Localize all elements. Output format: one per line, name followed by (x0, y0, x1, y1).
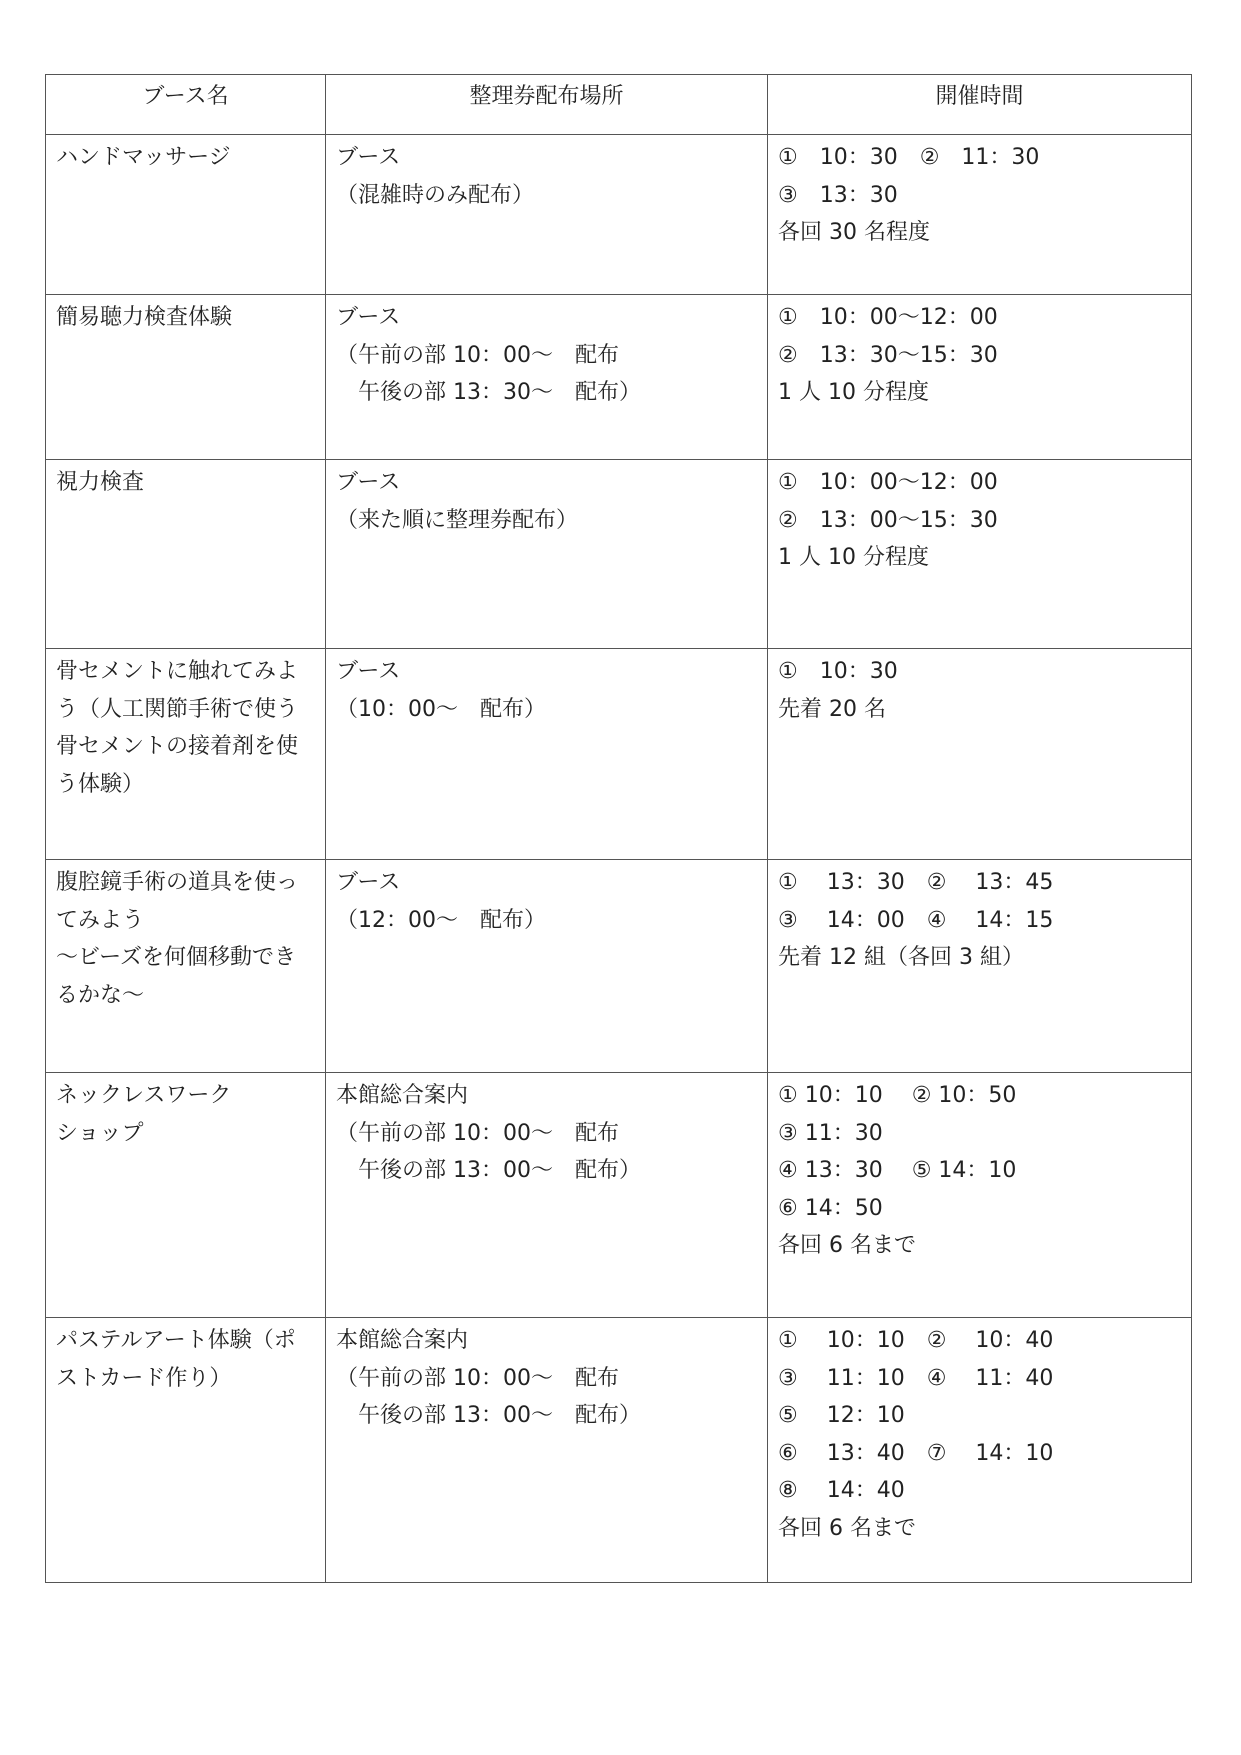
ticket-place-cell (326, 1073, 768, 1318)
booth-name: ショップ (56, 1120, 144, 1146)
place-line: （12：00～ 配布） (336, 907, 546, 933)
place-line: ブース (336, 305, 401, 330)
table-row (46, 860, 1192, 1073)
place-line: ブース (336, 870, 401, 895)
booth-name-cell (46, 649, 326, 860)
table-row (46, 649, 1192, 860)
event-time-cell (768, 295, 1192, 460)
time-line: ② 13：30～15：30 (778, 342, 998, 368)
event-time-cell (768, 1073, 1192, 1318)
time-line: 1 人 10 分程度 (778, 545, 929, 570)
table-row (46, 135, 1192, 295)
event-time-cell (768, 135, 1192, 295)
time-line: ② 13：00～15：30 (778, 507, 998, 533)
time-line: ⑤ 12：10 (778, 1403, 905, 1428)
place-line: 午後の部 13：00～ 配布） (336, 1403, 641, 1428)
time-line: ⑥ 13：40 ⑦ 14：10 (778, 1440, 1054, 1466)
place-line: （混雑時のみ配布） (336, 182, 535, 208)
place-line: ブース (336, 470, 401, 495)
booth-name: ネックレスワーク (56, 1083, 232, 1108)
event-time-cell (768, 860, 1192, 1073)
time-line: ① 10：10 ② 10：50 (778, 1083, 1017, 1108)
event-time-cell (768, 1318, 1192, 1583)
time-line: ① 10：00～12：00 (778, 305, 998, 330)
table-row (46, 295, 1192, 460)
time-line: ① 10：10 ② 10：40 (778, 1328, 1054, 1353)
place-line: ブース (336, 145, 401, 170)
place-line: 本館総合案内 (336, 1328, 469, 1353)
time-line: 先着 20 名 (778, 696, 886, 722)
time-line: ③ 14：00 ④ 14：15 (778, 907, 1054, 933)
time-line: ③ 11：10 ④ 11：40 (778, 1365, 1054, 1391)
time-line: 各回 30 名程度 (778, 220, 930, 245)
place-line: （来た順に整理券配布） (336, 507, 579, 533)
table-row (46, 1318, 1192, 1583)
booth-name-subtitle: ～ビーズを何個移動できるかな～ (56, 945, 297, 1008)
place-line: （午前の部 10：00～ 配布 (336, 1120, 619, 1146)
booth-name-cell (46, 1318, 326, 1583)
table-row (46, 1073, 1192, 1318)
booth-name: 簡易聴力検査体験 (56, 305, 233, 330)
ticket-place-cell (326, 649, 768, 860)
time-line: ⑥ 14：50 (778, 1195, 883, 1221)
time-line: ④ 13：30 ⑤ 14：10 (778, 1158, 1017, 1183)
time-line: ① 10：30 (778, 659, 898, 684)
time-line: ⑧ 14：40 (778, 1478, 905, 1503)
place-line: ブース (336, 659, 401, 684)
place-line: （午前の部 10：00～ 配布 (336, 342, 619, 368)
booth-name: 視力検査 (56, 470, 145, 495)
booth-name: パステルアート体験（ポストカード作り） (56, 1328, 296, 1391)
time-line: ③ 13：30 (778, 182, 898, 208)
booth-name-cell (46, 460, 326, 649)
ticket-place-cell (326, 1318, 768, 1583)
ticket-place-cell (326, 460, 768, 649)
schedule-table (45, 74, 1192, 1583)
time-line: 1 人 10 分程度 (778, 380, 929, 405)
time-line: 先着 12 組（各回 3 組） (778, 945, 1024, 970)
event-time-cell (768, 460, 1192, 649)
place-line: 午後の部 13：00～ 配布） (336, 1158, 641, 1183)
booth-name-cell (46, 860, 326, 1073)
time-line: ① 10：00～12：00 (778, 470, 998, 495)
booth-name-cell (46, 295, 326, 460)
header-row (46, 75, 1192, 135)
header-booth-name: ブース名 (46, 75, 326, 135)
table-row (46, 460, 1192, 649)
booth-name: 骨セメントに触れてみよう（人工関節手術で使う骨セメントの接着剤を使う体験） (56, 659, 299, 797)
place-line: （10：00～ 配布） (336, 696, 546, 722)
time-line: 各回 6 名まで (778, 1515, 916, 1541)
booth-name: ハンドマッサージ (56, 145, 231, 170)
header-ticket-place: 整理券配布場所 (326, 75, 768, 135)
ticket-place-cell (326, 295, 768, 460)
place-line: 本館総合案内 (336, 1083, 469, 1108)
time-line: ① 10：30 ② 11：30 (778, 145, 1040, 170)
time-line: ③ 11：30 (778, 1120, 883, 1146)
time-line: 各回 6 名まで (778, 1233, 916, 1258)
header-event-time: 開催時間 (768, 75, 1192, 135)
ticket-place-cell (326, 860, 768, 1073)
place-line: 午後の部 13：30～ 配布） (336, 380, 641, 405)
booth-name: 腹腔鏡手術の道具を使ってみよう (56, 870, 299, 933)
event-time-cell (768, 649, 1192, 860)
ticket-place-cell (326, 135, 768, 295)
booth-name-cell (46, 135, 326, 295)
place-line: （午前の部 10：00～ 配布 (336, 1365, 619, 1391)
booth-name-cell (46, 1073, 326, 1318)
time-line: ① 13：30 ② 13：45 (778, 870, 1054, 895)
